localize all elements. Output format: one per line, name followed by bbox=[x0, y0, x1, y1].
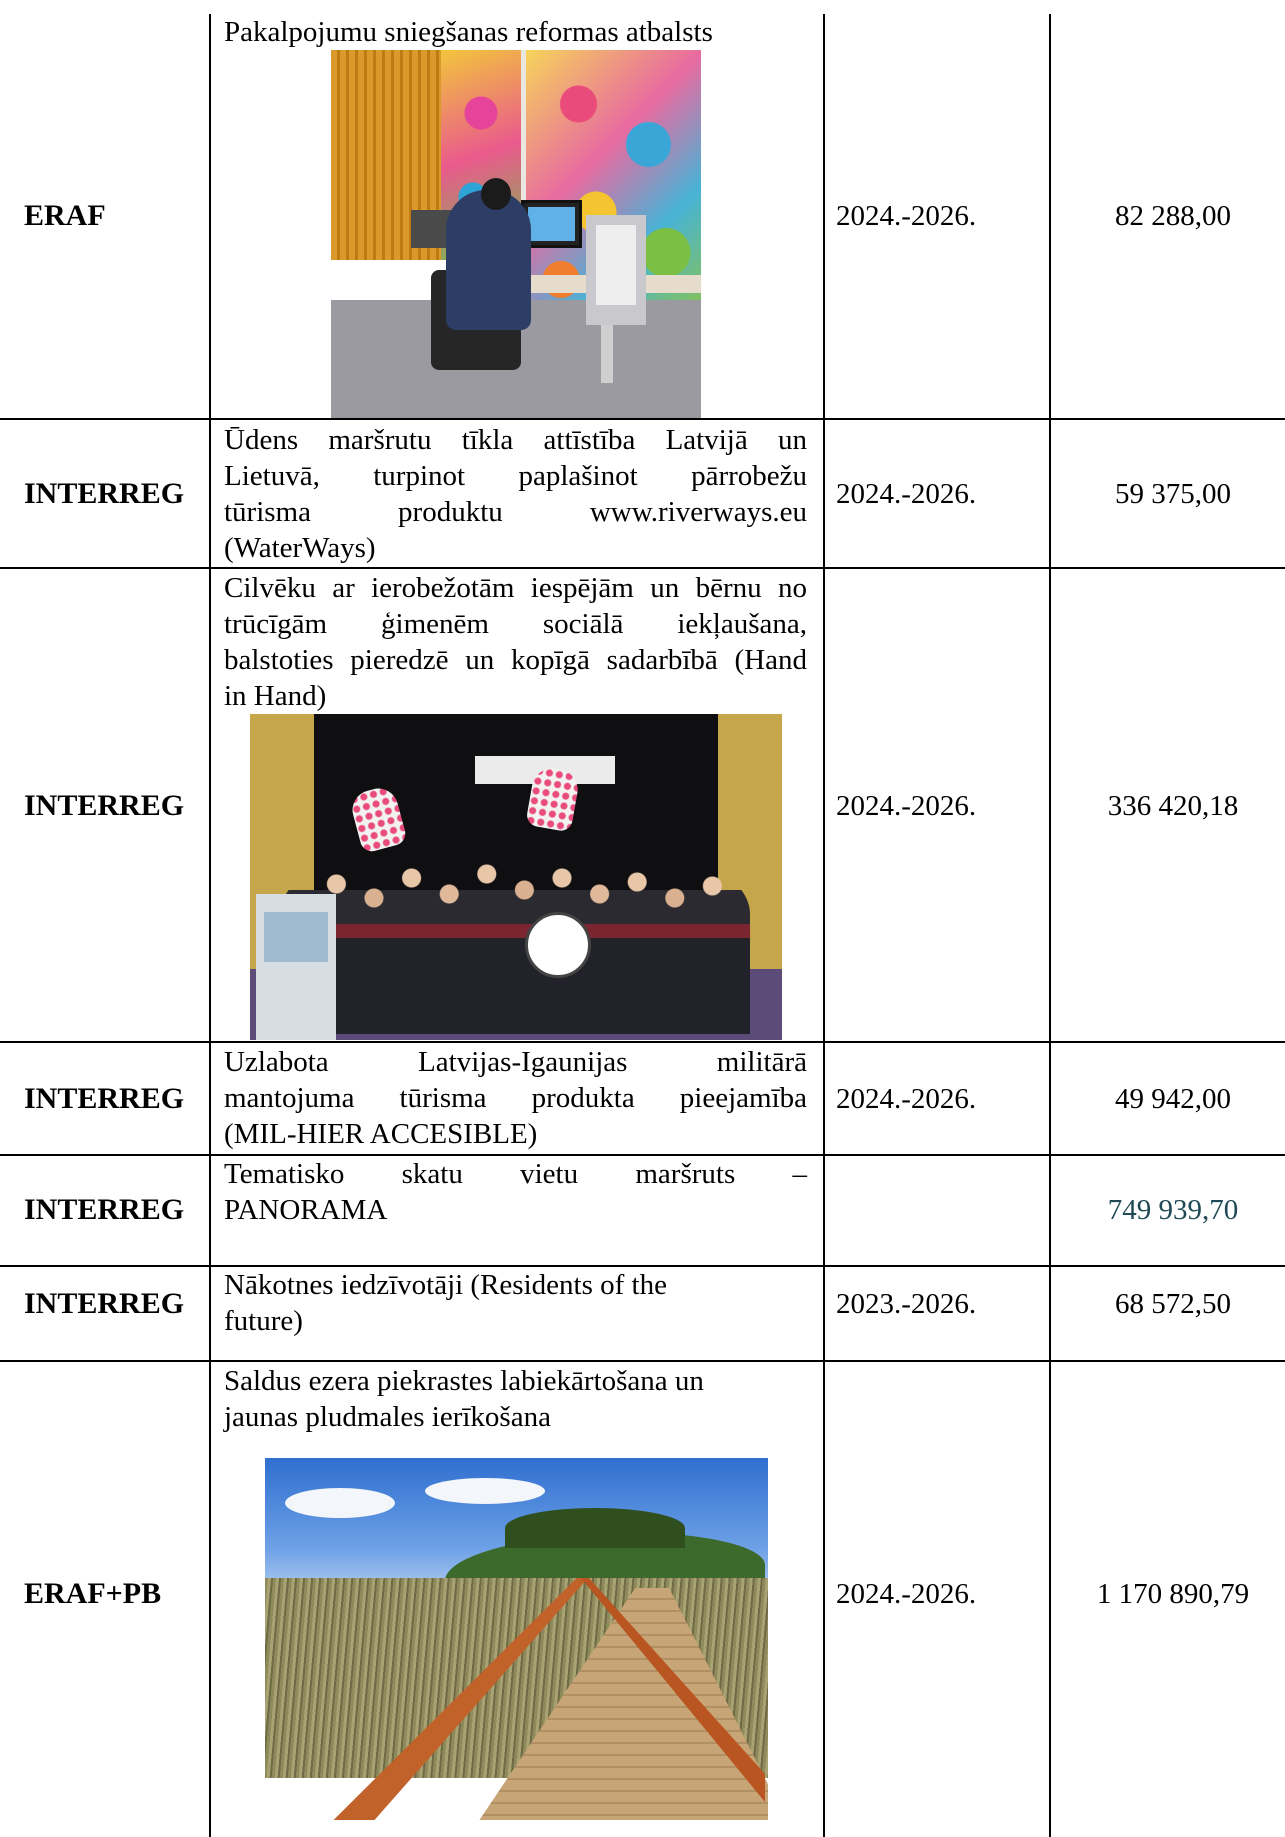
description-line: jaunas pludmales ierīkošana bbox=[224, 1401, 551, 1433]
project-period: 2024.-2026. bbox=[836, 200, 977, 232]
description-line: Cilvēku ar ierobežotām iespējām un bērnu no bbox=[224, 572, 807, 604]
fund-label: INTERREG bbox=[24, 1082, 185, 1115]
description-line: tūrisma produktu www.riverways.eu bbox=[224, 496, 807, 528]
description-line: Lietuvā, turpinot paplašinot pārrobežu bbox=[224, 460, 807, 492]
fund-label: ERAF+PB bbox=[24, 1577, 162, 1610]
description-line: trūcīgām ģimenēm sociālā iekļaušana, bbox=[224, 608, 807, 640]
project-description bbox=[224, 570, 807, 714]
description-line: (WaterWays) bbox=[224, 532, 376, 564]
description-line: in Hand) bbox=[224, 680, 327, 712]
group-photo bbox=[250, 714, 782, 1040]
description-line: mantojuma tūrisma produkta pieejamība bbox=[224, 1082, 807, 1114]
project-amount: 59 375,00 bbox=[1115, 478, 1231, 510]
fund-label: INTERREG bbox=[24, 789, 185, 822]
project-period: 2024.-2026. bbox=[836, 790, 977, 822]
project-description bbox=[224, 1044, 807, 1152]
project-description bbox=[224, 1363, 807, 1435]
description-line: future) bbox=[224, 1305, 303, 1337]
description-line: (MIL-HIER ACCESIBLE) bbox=[224, 1118, 538, 1150]
row-divider bbox=[0, 1360, 1285, 1362]
project-amount: 68 572,50 bbox=[1115, 1288, 1231, 1320]
project-amount: 749 939,70 bbox=[1107, 1194, 1239, 1226]
project-amount: 49 942,00 bbox=[1115, 1083, 1231, 1115]
row-divider bbox=[0, 1041, 1285, 1043]
project-description bbox=[224, 1267, 807, 1339]
project-description bbox=[224, 1156, 807, 1228]
fund-label: INTERREG bbox=[24, 1287, 185, 1320]
lake-boardwalk-photo bbox=[265, 1458, 768, 1820]
project-period: 2023.-2026. bbox=[836, 1288, 977, 1320]
project-amount: 82 288,00 bbox=[1115, 200, 1231, 232]
project-period: 2024.-2026. bbox=[836, 478, 977, 510]
column-divider-2 bbox=[823, 14, 825, 1837]
description-line: PANORAMA bbox=[224, 1194, 388, 1226]
project-amount: 336 420,18 bbox=[1107, 790, 1239, 822]
project-amount: 1 170 890,79 bbox=[1096, 1578, 1250, 1610]
row-divider bbox=[0, 418, 1285, 420]
description-line: Nākotnes iedzīvotāji (Residents of the bbox=[224, 1269, 667, 1301]
fund-label: ERAF bbox=[24, 199, 106, 232]
description-line: Ūdens maršrutu tīkla attīstība Latvijā un bbox=[224, 424, 807, 456]
office-photo bbox=[331, 50, 701, 418]
fund-label: INTERREG bbox=[24, 1193, 185, 1226]
project-period: 2024.-2026. bbox=[836, 1578, 977, 1610]
project-description: Pakalpojumu sniegšanas reformas atbalsts bbox=[224, 16, 713, 48]
description-line: Uzlabota Latvijas-Igaunijas militārā bbox=[224, 1046, 807, 1078]
project-description bbox=[224, 422, 807, 566]
row-divider bbox=[0, 567, 1285, 569]
description-line: Saldus ezera piekrastes labiekārtošana un bbox=[224, 1365, 704, 1397]
description-line: balstoties pieredzē un kopīgā sadarbībā (Hand bbox=[224, 644, 807, 676]
column-divider-3 bbox=[1049, 14, 1051, 1837]
description-line: Tematisko skatu vietu maršruts – bbox=[224, 1158, 807, 1190]
column-divider-1 bbox=[209, 14, 211, 1837]
fund-label: INTERREG bbox=[24, 477, 185, 510]
project-period: 2024.-2026. bbox=[836, 1083, 977, 1115]
